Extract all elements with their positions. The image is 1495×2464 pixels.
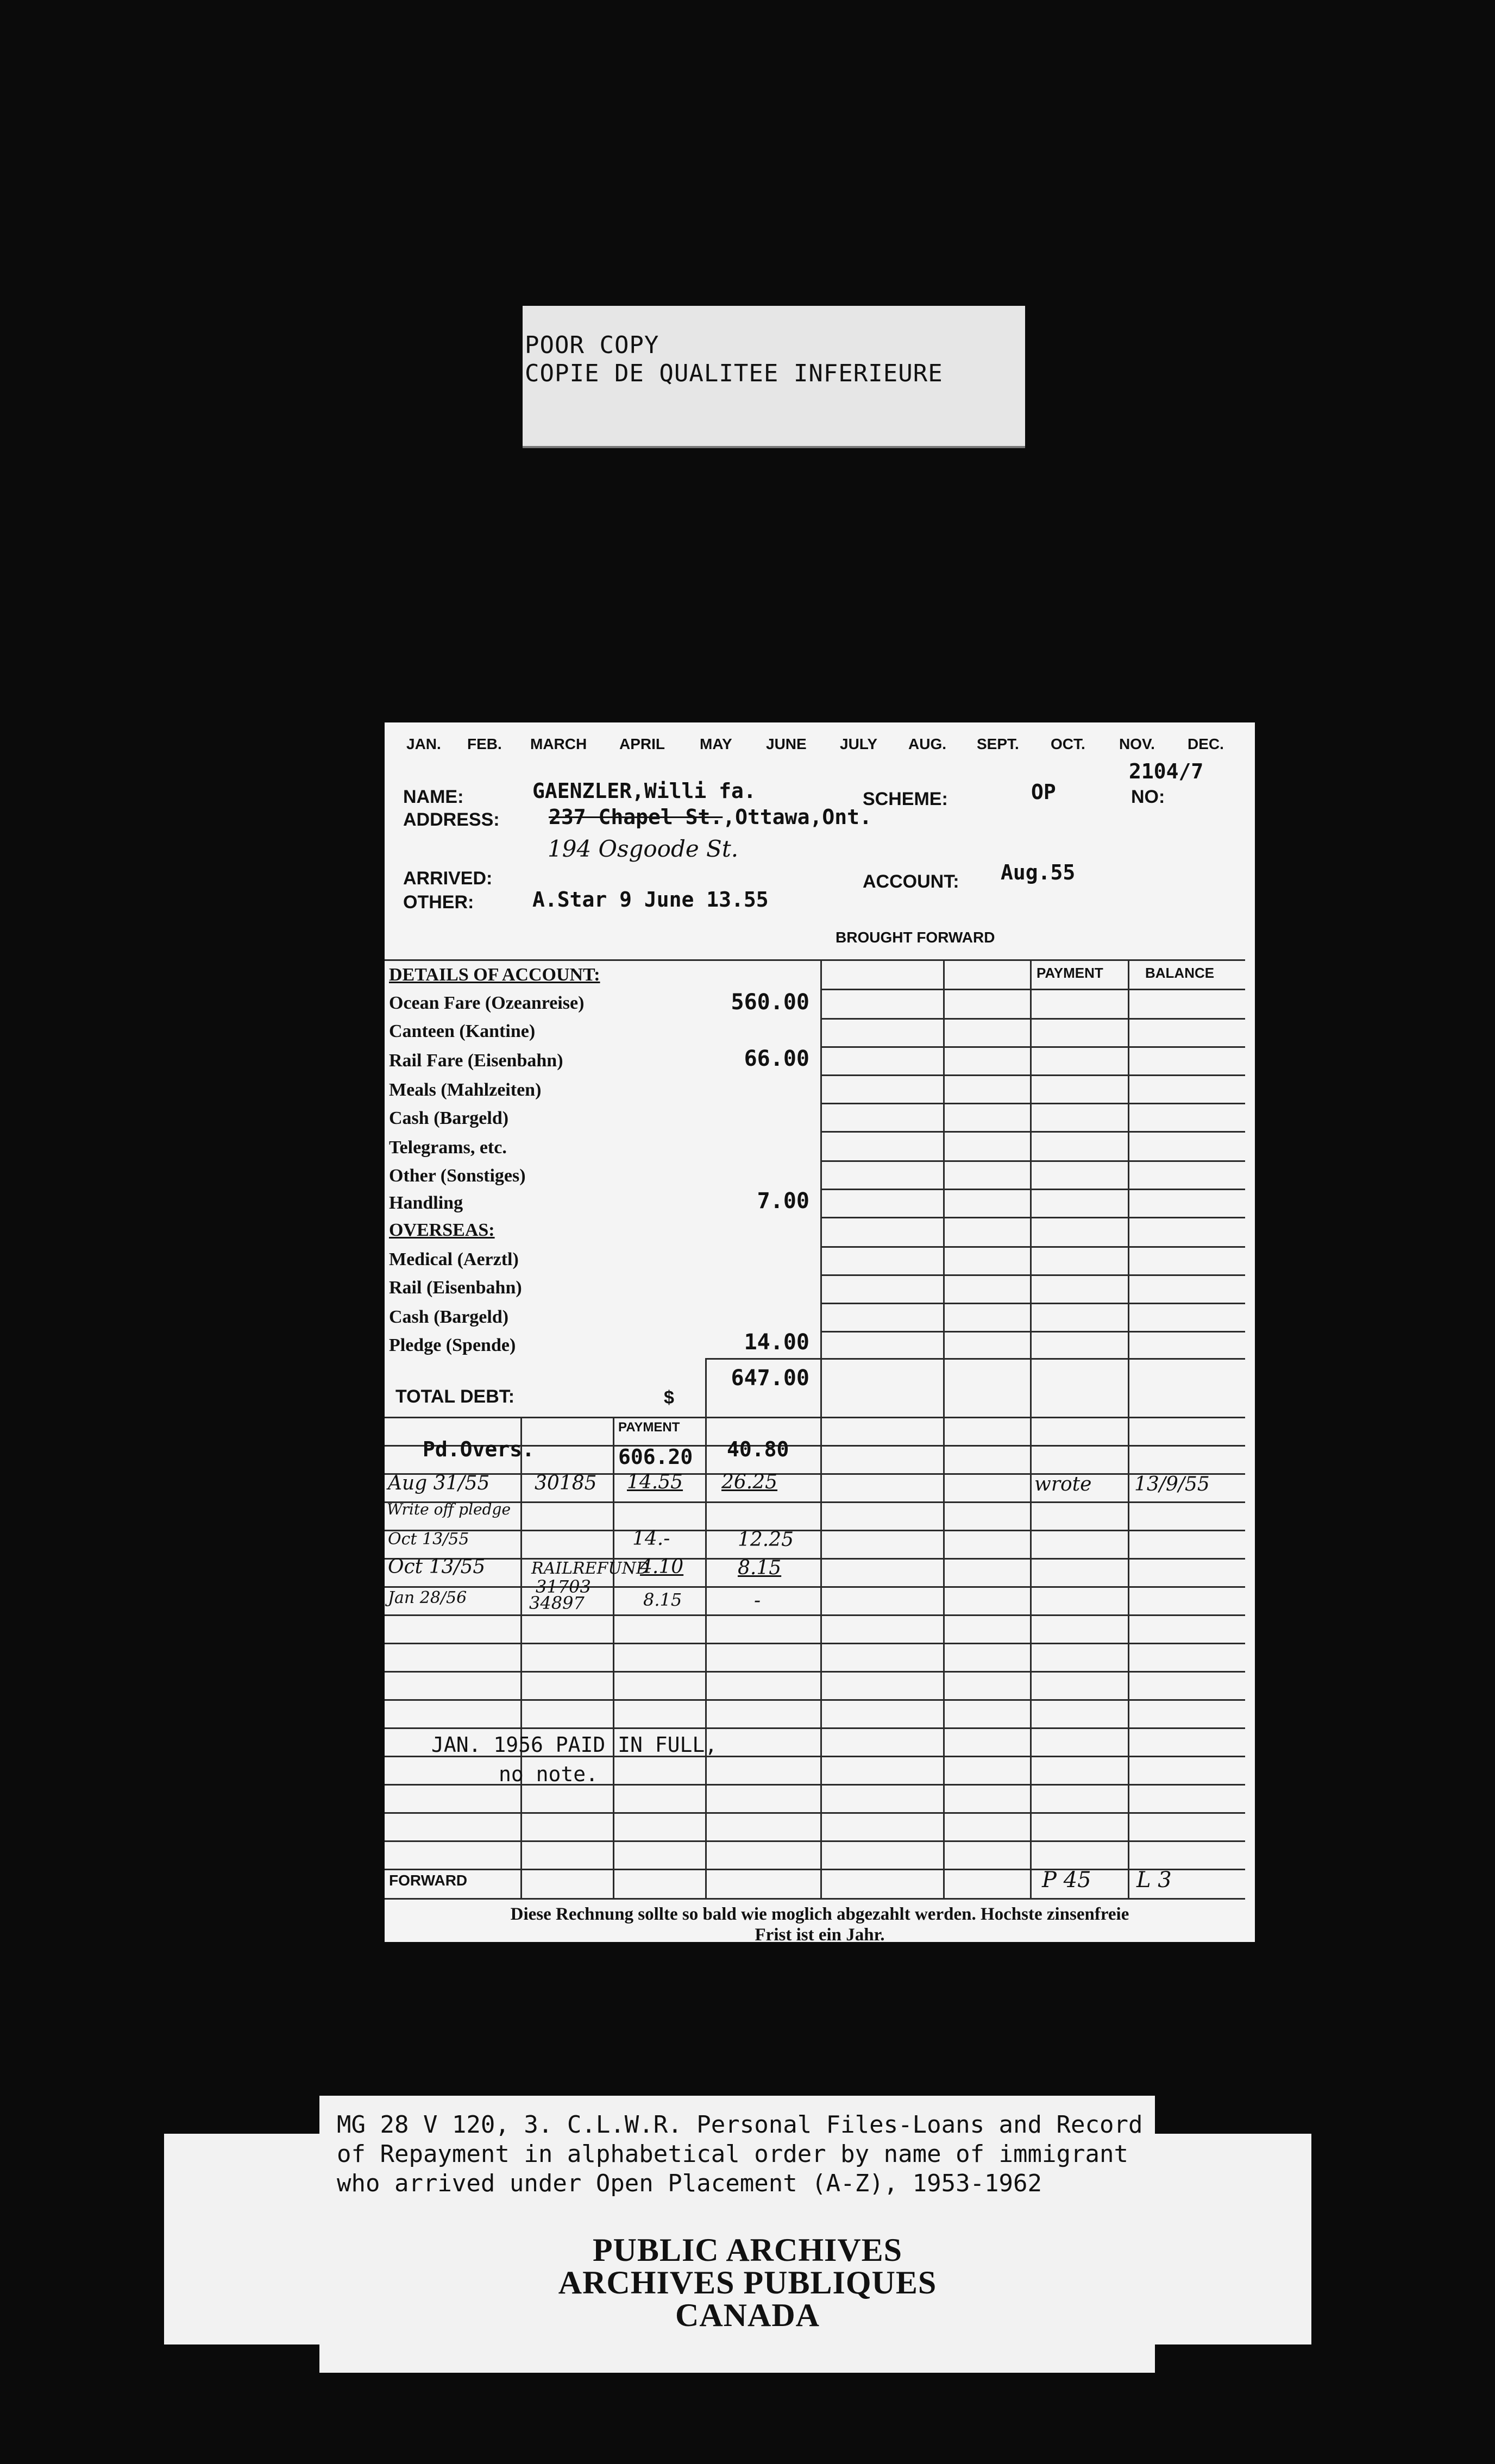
column-rule	[520, 1417, 522, 1898]
month-label: OCT.	[1051, 736, 1085, 752]
account-label: ACCOUNT:	[863, 871, 959, 892]
arrived-label: ARRIVED:	[403, 868, 493, 889]
other-value: A.Star 9 June 13.55	[532, 888, 769, 912]
month-label: AUG.	[908, 736, 946, 752]
detail-label: Telegrams, etc.	[389, 1137, 507, 1158]
forward-balance: L 3	[1136, 1868, 1172, 1893]
ledger-cell: 30185	[535, 1472, 597, 1494]
address-new-handwritten: 194 Osgoode St.	[548, 835, 739, 862]
account-ledger-card	[385, 722, 1255, 1942]
ledger-cell: Aug 31/55	[388, 1472, 490, 1494]
footer-notice-line-1: Diese Rechnung sollte so bald wie moglich abgezahlt werden. Hochste zinsenfreie	[510, 1904, 1129, 1924]
ledger-cell: 4.10	[640, 1556, 684, 1578]
balance-column-header: BALANCE	[1145, 965, 1215, 981]
payment-column-header: PAYMENT	[1037, 965, 1103, 981]
ledger-cell: Write off pledge	[387, 1500, 511, 1518]
ledger-cell: Pd.Overs.	[423, 1437, 535, 1461]
ledger-cell: 40.80	[727, 1437, 789, 1461]
brought-forward-label: BROUGHT FORWARD	[836, 929, 995, 946]
address-label: ADDRESS:	[403, 809, 500, 830]
detail-label: Cash (Bargeld)	[389, 1108, 509, 1128]
footer-notice-line-2: Frist ist ein Jahr.	[755, 1925, 885, 1942]
month-label: DEC.	[1188, 736, 1224, 752]
total-debt-label: TOTAL DEBT:	[395, 1386, 515, 1407]
poor-copy-label	[523, 306, 1025, 448]
scheme-label: SCHEME:	[863, 789, 948, 809]
ledger-cell: 12.25	[738, 1529, 794, 1551]
ledger-cell: 14.55	[627, 1471, 683, 1493]
ledger-note: RAILREFUND	[531, 1559, 649, 1578]
caption-line-1: MG 28 V 120, 3. C.L.W.R. Personal Files-Loans and Record	[337, 2111, 1143, 2139]
ledger-cell: 14.-	[632, 1528, 670, 1550]
file-number: 2104/7	[1129, 759, 1204, 783]
detail-amount: 7.00	[757, 1189, 809, 1214]
details-heading: DETAILS OF ACCOUNT:	[389, 965, 600, 985]
ledger-cell: -	[754, 1589, 761, 1612]
name-label: NAME:	[403, 787, 464, 807]
address-old-struck: 237 Chapel St.,Ottawa,Ont.	[549, 805, 872, 829]
paid-note-line-2: no note.	[499, 1762, 599, 1786]
detail-amount: 14.00	[744, 1330, 809, 1355]
month-label: JULY	[840, 736, 878, 752]
detail-label: Pledge (Spende)	[389, 1335, 516, 1355]
month-label: JAN.	[406, 736, 441, 752]
poor-copy-line-2: COPIE DE QUALITEE INFERIEURE	[525, 360, 943, 387]
detail-label: Other (Sonstiges)	[389, 1166, 526, 1186]
detail-amount: 560.00	[731, 990, 809, 1015]
address-city: ,Ottawa,Ont.	[723, 805, 872, 829]
month-label: JUNE	[766, 736, 807, 752]
caption-line-3: who arrived under Open Placement (A-Z), 1953-1962	[337, 2170, 1042, 2197]
ledger-cell: Oct 13/55	[388, 1556, 486, 1578]
detail-label: Rail Fare (Eisenbahn)	[389, 1051, 563, 1071]
detail-label: Medical (Aerztl)	[389, 1249, 519, 1269]
ledger-balance-note: 13/9/55	[1134, 1473, 1210, 1495]
table-top-rule	[385, 959, 1245, 961]
ledger-payment-note: wrote	[1034, 1473, 1092, 1495]
forward-label: FORWARD	[389, 1872, 468, 1889]
ledger-cell: 606.20	[618, 1445, 693, 1469]
ledger-cell: 26.25	[721, 1471, 778, 1493]
poor-copy-line-1: POOR COPY	[525, 331, 659, 359]
ledger-cell: 34897	[529, 1593, 585, 1613]
detail-label: Ocean Fare (Ozeanreise)	[389, 993, 585, 1013]
month-label: MARCH	[530, 736, 587, 752]
ledger-cell: 31703	[536, 1576, 591, 1597]
archive-country: CANADA	[675, 2297, 820, 2333]
column-rule	[613, 1417, 614, 1898]
payment-sub-header: PAYMENT	[618, 1420, 680, 1435]
month-label: NOV.	[1119, 736, 1155, 752]
forward-payment: P 45	[1042, 1868, 1091, 1893]
month-label: MAY	[700, 736, 732, 752]
name-value: GAENZLER,Willi fa.	[532, 779, 756, 803]
total-debt-value: 647.00	[731, 1366, 809, 1391]
month-label: FEB.	[467, 736, 502, 752]
ledger-cell: 8.15	[738, 1557, 782, 1579]
scheme-value: OP	[1031, 780, 1056, 804]
overseas-heading: OVERSEAS:	[389, 1220, 495, 1240]
ledger-cell: Oct 13/55	[388, 1530, 469, 1549]
detail-label: Cash (Bargeld)	[389, 1307, 509, 1327]
detail-label: Meals (Mahlzeiten)	[389, 1080, 542, 1100]
account-value: Aug.55	[1001, 860, 1076, 884]
archive-title-fr: ARCHIVES PUBLIQUES	[558, 2265, 937, 2300]
month-header-row	[385, 736, 1255, 757]
number-label: NO:	[1131, 787, 1165, 807]
month-label: SEPT.	[977, 736, 1019, 752]
paid-note-line-1: JAN. 1956 PAID IN FULL,	[431, 1733, 718, 1757]
column-rule	[705, 1358, 707, 1898]
dollar-sign: $	[664, 1387, 674, 1408]
ledger-cell: 8.15	[643, 1589, 682, 1610]
detail-label: Rail (Eisenbahn)	[389, 1278, 522, 1298]
detail-label: Handling	[389, 1193, 463, 1213]
ledger-cell: Jan 28/56	[388, 1588, 467, 1607]
detail-label: Canteen (Kantine)	[389, 1021, 536, 1041]
month-label: APRIL	[619, 736, 665, 752]
caption-line-2: of Repayment in alphabetical order by name of immigrant	[337, 2140, 1128, 2168]
detail-amount: 66.00	[744, 1046, 809, 1071]
other-label: OTHER:	[403, 892, 474, 913]
archive-title-en: PUBLIC ARCHIVES	[592, 2232, 903, 2268]
